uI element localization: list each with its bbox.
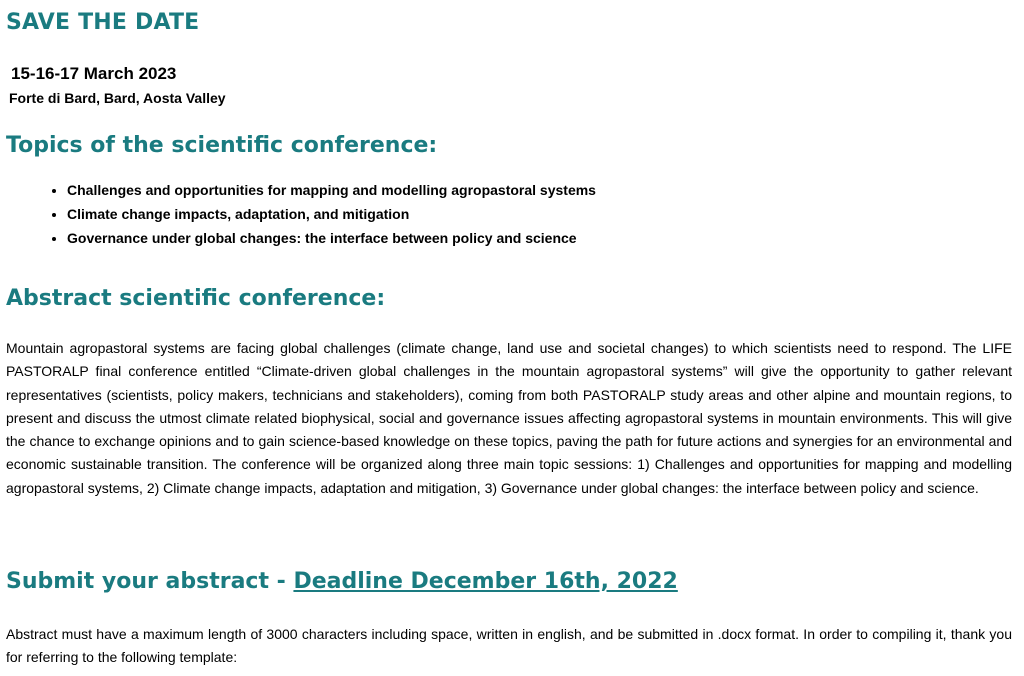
deadline-link[interactable]: Deadline December 16th, 2022: [293, 569, 678, 594]
list-item: • Challenges and opportunities for mapping and modelling agropastoral systems: [67, 178, 596, 202]
list-item: • Climate change impacts, adaptation, and mitigation: [67, 202, 596, 226]
submit-heading-prefix: Submit your abstract -: [6, 569, 294, 594]
event-date: 15-16-17 March 2023: [11, 64, 177, 83]
submit-paragraph: Abstract must have a maximum length of 3000 characters including space, written in english, and be submitted in .docx format. In order to compiling it, thank you for referring to the following template:: [6, 626, 1012, 665]
abstract-paragraph: Mountain agropastoral systems are facing global challenges (climate change, land use and societal changes) to which scientists need to respond. The LIFE PASTORALP final conference entitled “Climate-driven global challenges in the mountain agropastoral systems” will give the opportunity to gather relevant representatives (scientists, policy makers, technicians and stakeholders), coming from both PASTORALP study areas and other alpine and mountain regions, to present and discuss the utmost climate related biophysical, social and governance issues affecting agropastoral systems in mountain environments. This will give the chance to exchange opinions and to gain science-based knowledge on these topics, paving the path for future actions and synergies for an environmental and economic sustainable transition. The conference will be organized along three main topic sessions: 1) Challenges and opportunities for mapping and modelling agropastoral systems, 2) Climate change impacts, adaptation and mitigation, 3) Governance under global changes: the interface between policy and science.: [6, 340, 1012, 496]
submit-heading: [6, 569, 678, 594]
topics-list: [48, 178, 596, 250]
event-location: Forte di Bard, Bard, Aosta Valley: [9, 90, 226, 106]
list-item: • Governance under global changes: the interface between policy and science: [67, 226, 596, 250]
save-the-date-heading: SAVE THE DATE: [6, 10, 200, 35]
topics-heading: Topics of the scientific conference:: [6, 133, 438, 158]
abstract-heading: Abstract scientific conference:: [6, 286, 386, 311]
